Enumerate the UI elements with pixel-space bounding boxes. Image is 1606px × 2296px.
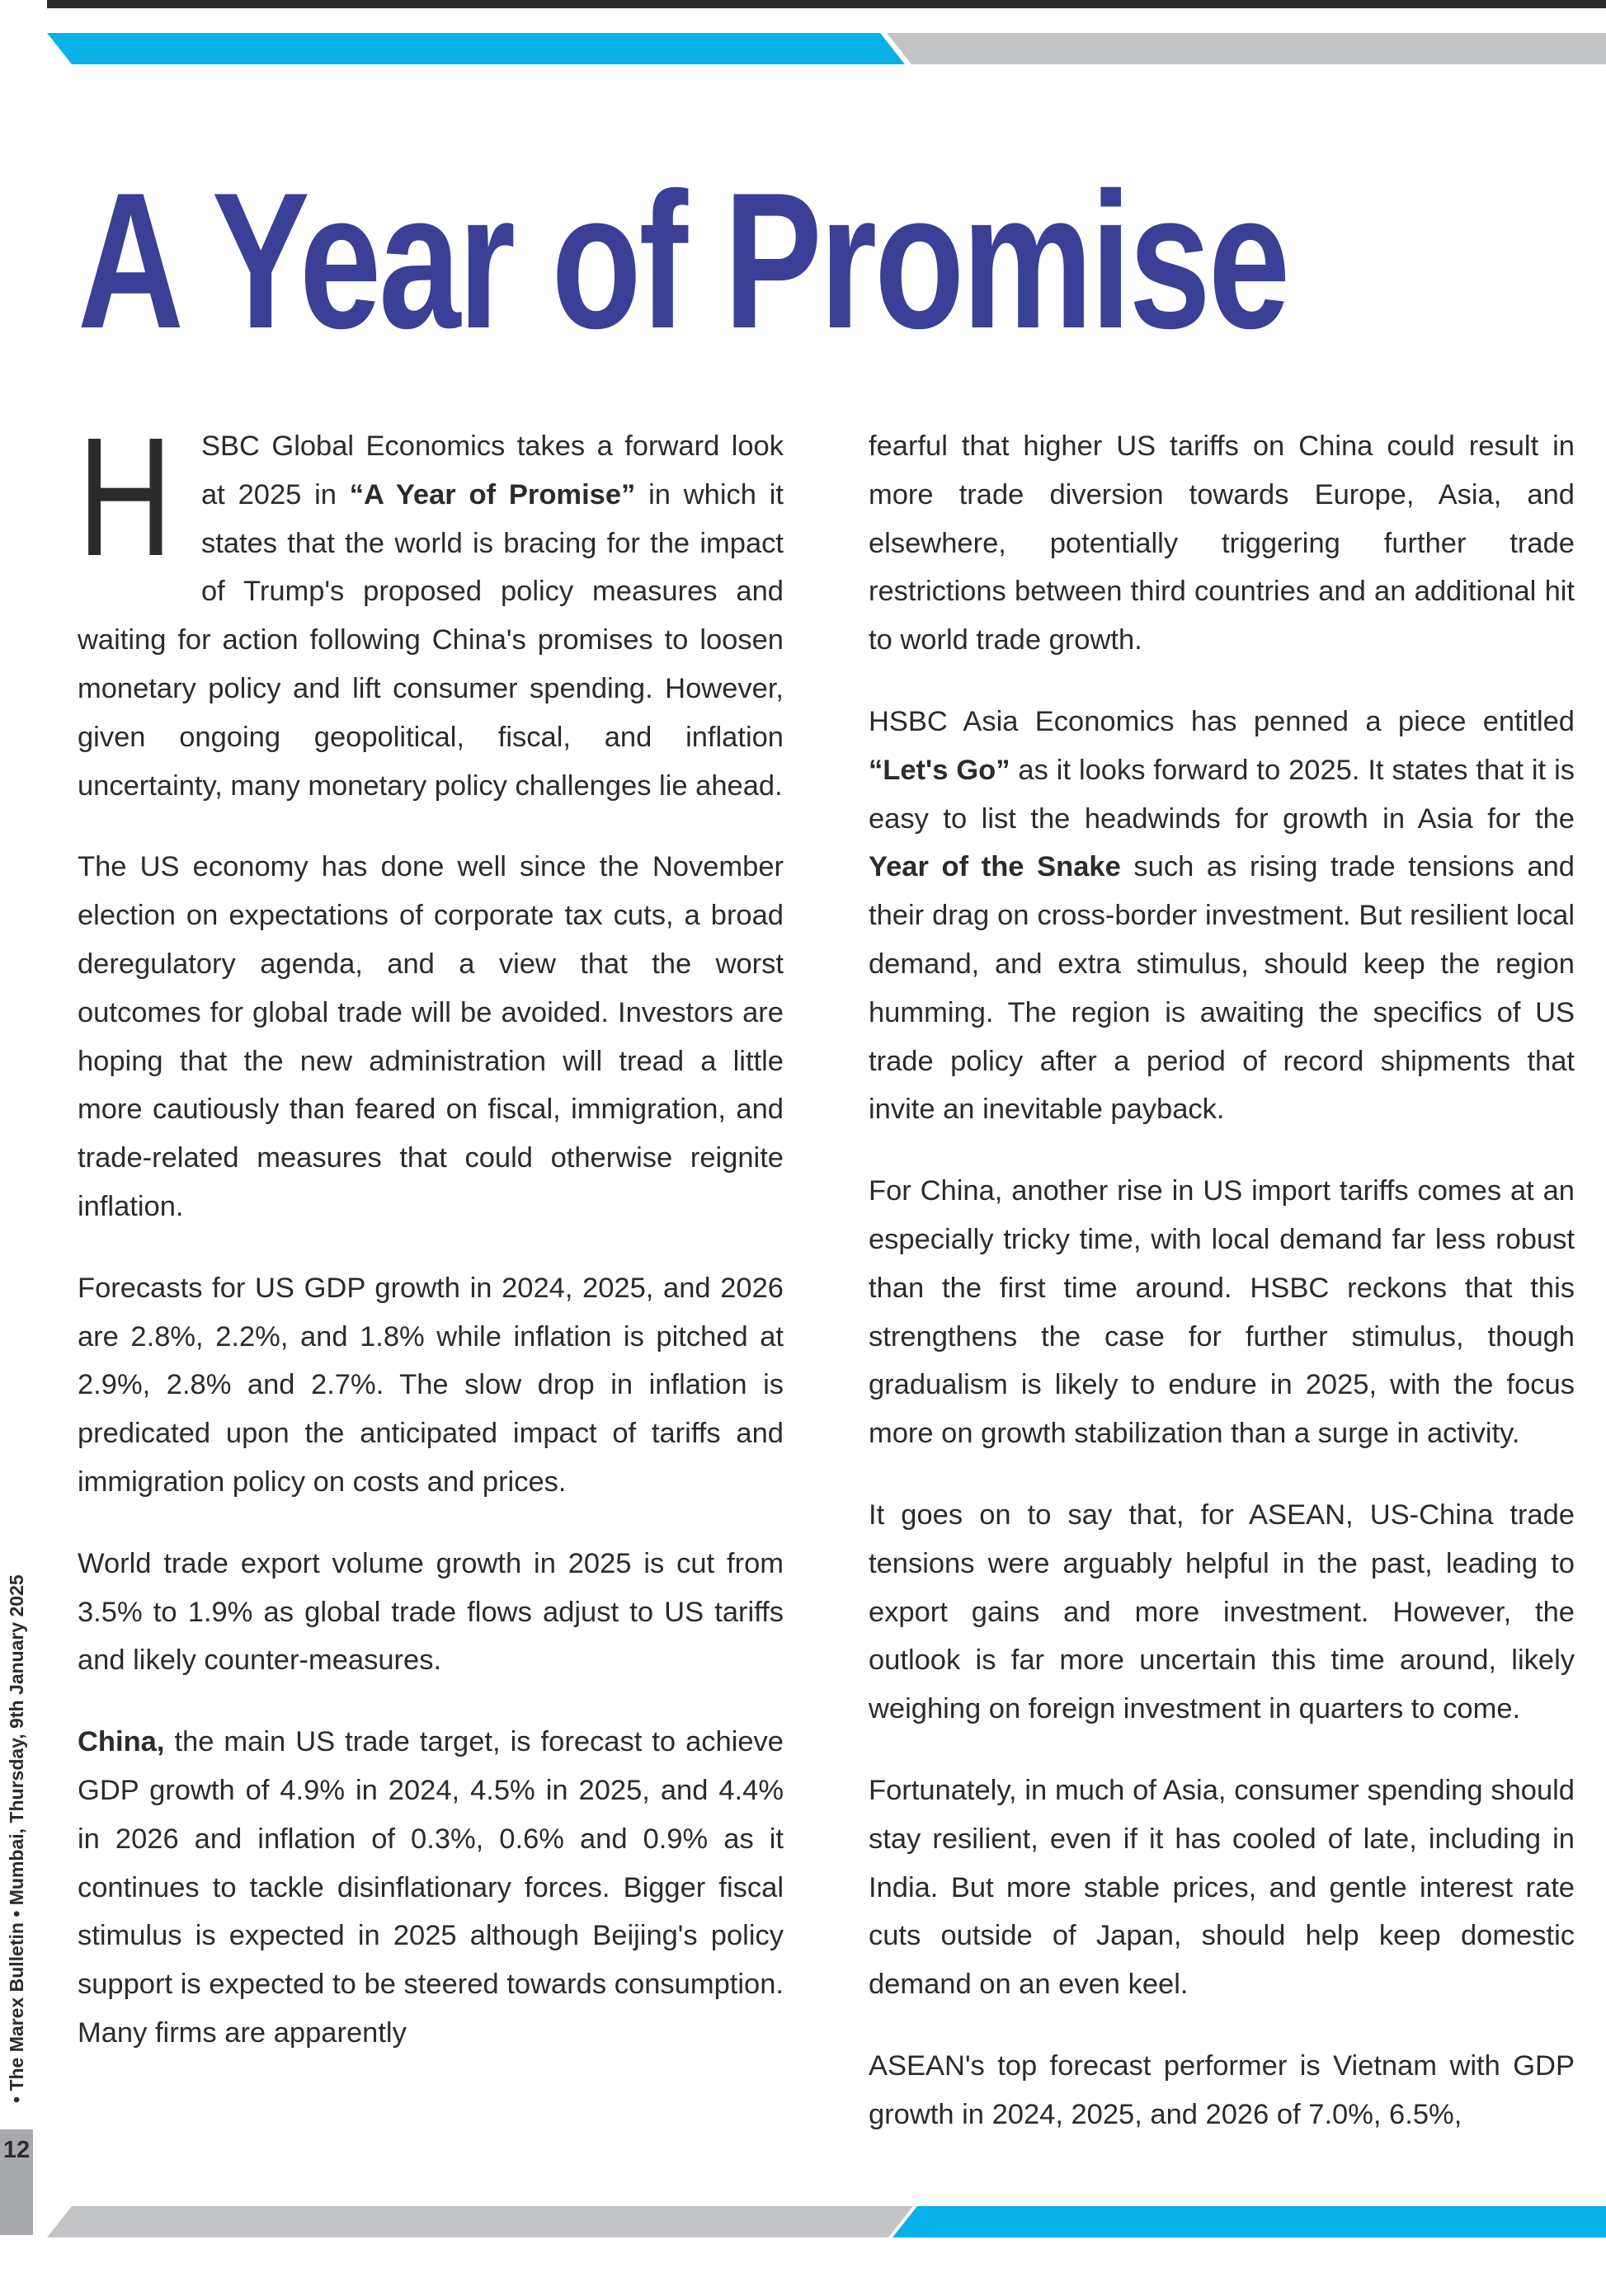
- text-run-bold: China,: [78, 1726, 165, 1758]
- text-run: HSBC Asia Economics has penned a piece entitled: [869, 705, 1575, 737]
- text-run-bold: “A Year of Promise”: [349, 478, 636, 510]
- text-run: World trade export volume growth in 2025 is cut from 3.5% to 1.9% as global trade flows adjust to US tariffs and likely counter-measures.: [78, 1547, 784, 1677]
- paragraph-5: [78, 1718, 784, 2058]
- text-run: ASEAN's top forecast performer is Vietnam with GDP growth in 2024, 2025, and 2026 of 7.0%, 6.5%,: [869, 2049, 1575, 2130]
- page-number-tab: [0, 2129, 33, 2235]
- text-run: such as rising trade tensions and their drag on cross-border investment. But resilient local demand, and extra stimulus, should keep the region humming. The region is awaiting the specifics of US trade policy after a period of record shipments that invite an inevitable payback.: [869, 851, 1575, 1126]
- paragraph-4: [78, 1540, 784, 1685]
- paragraph-2: [78, 843, 784, 1230]
- paragraph-11: [869, 2042, 1575, 2139]
- paragraph-10: [869, 1767, 1575, 2009]
- text-run: For China, another rise in US import tariffs comes at an especially tricky time, with local demand far less robust than the first time around. HSBC reckons that this strengthens the case for further stimulus, though gradualism is likely to endure in 2025, with the focus more on growth stabilization than a surge in activity.: [869, 1175, 1575, 1450]
- article-title: A Year of Promise: [78, 152, 1288, 369]
- text-run: the main US trade target, is forecast to achieve GDP growth of 4.9% in 2024, 4.5% in 2025, and 4.4% in 2026 and inflation of 0.3%, 0.6% and 0.9% as it continues to tackle disinflationary forces. Bigger fiscal stimulus is expected in 2025 although Beijing's policy support is expected to be steered towards consumption. Many firms are apparently: [78, 1726, 784, 2049]
- left-column: [78, 402, 784, 2091]
- text-run: in which it states that the world is bracing for the impact of Trump's proposed policy measures and waiting for action following China's promises to loosen monetary policy and lift consumer spending. However, given ongoing geopolitical, fiscal, and inflation uncertainty, many monetary policy challenges lie ahead.: [78, 478, 784, 802]
- right-column: [869, 422, 1575, 2172]
- text-run: The US economy has done well since the November election on expectations of corporate tax cuts, a broad deregulatory agenda, and a view that the worst outcomes for global trade will be avoided. Investors are hoping that the new administration will tread a little more cautiously than feared on fiscal, immigration, and trade-related measures that could otherwise reignite inflation.: [78, 851, 784, 1222]
- paragraph-6: [869, 422, 1575, 665]
- text-run: fearful that higher US tariffs on China could result in more trade diversion towards Europe, Asia, and elsewhere, potentially triggering further trade restrictions between third countries and an additional hit to world trade growth.: [869, 430, 1575, 656]
- text-run: Fortunately, in much of Asia, consumer spending should stay resilient, even if it has cooled of late, including in India. But more stable prices, and gentle interest rate cuts outside of Japan, should help keep domestic demand on an even keel.: [869, 1774, 1575, 2001]
- text-run-bold: “Let's Go”: [869, 754, 1010, 786]
- footer-stripe-blue: [892, 2206, 1606, 2237]
- paragraph-1: [78, 402, 784, 810]
- header-stripe-blue: [47, 33, 905, 64]
- text-run-bold: Year of the Snake: [869, 851, 1121, 883]
- bulletin-side-label: • The Marex Bulletin • Mumbai, Thursday, 9th January 2025: [6, 1574, 27, 2103]
- paragraph-8: [869, 1167, 1575, 1458]
- paragraph-3: [78, 1264, 784, 1507]
- text-run: It goes on to say that, for ASEAN, US-China trade tensions were arguably helpful in the past, leading to export gains and more investment. However, the outlook is far more uncertain this time around, likely weighing on foreign investment in quarters to come.: [869, 1499, 1575, 1725]
- footer-stripe-grey: [47, 2206, 913, 2237]
- drop-cap: H: [78, 402, 173, 591]
- header-stripe-grey: [887, 33, 1606, 64]
- text-run: Forecasts for US GDP growth in 2024, 2025, and 2026 are 2.8%, 2.2%, and 1.8% while inflation is pitched at 2.9%, 2.8% and 2.7%. The slow drop in inflation is predicated upon the anticipated impact of tariffs and immigration policy on costs and prices.: [78, 1272, 784, 1498]
- paragraph-7: [869, 698, 1575, 1134]
- page-number: 12: [2, 2137, 31, 2163]
- text-run: as it looks forward to 2025. It states that it is easy to list the headwinds for growth in Asia for the: [869, 754, 1575, 835]
- top-rule: [47, 0, 1606, 8]
- text-run: SBC Global Economics takes a forward look at 2025 in: [201, 430, 784, 510]
- paragraph-9: [869, 1491, 1575, 1734]
